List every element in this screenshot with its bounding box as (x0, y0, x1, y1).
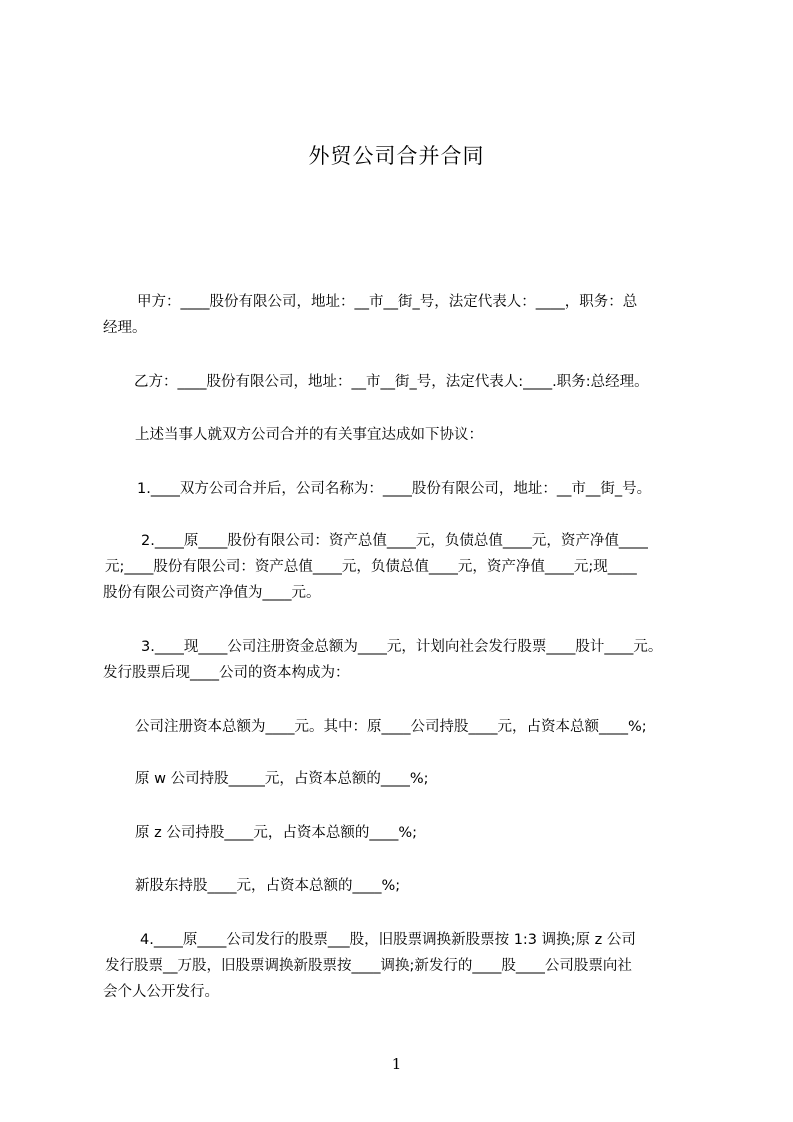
paragraph-line: 原 z 公司持股____元，占资本总额的____%; (135, 825, 417, 841)
preamble-paragraph (103, 422, 703, 448)
page-number: 1 (391, 1055, 402, 1073)
paragraph-line: 3.____现____公司注册资金总额为____元，计划向社会发行股票____股计____元。 (141, 639, 663, 655)
clause-3-paragraph (103, 634, 703, 686)
party-a-paragraph (103, 289, 703, 341)
paragraph-line: 发行股票后现____公司的资本构成为： (103, 665, 350, 681)
clause-1-paragraph (103, 476, 703, 502)
paragraph-line: 新股东持股____元，占资本总额的____%; (135, 878, 401, 894)
paragraph-line: 乙方：____股份有限公司，地址：__市__街_号，法定代表人:____.职务:总经理。 (134, 374, 649, 390)
capital-w-paragraph (103, 766, 703, 792)
paragraph-line: 公司注册资本总额为____元。其中：原____公司持股____元，占资本总额____%; (135, 719, 647, 735)
paragraph-line: 甲方：____股份有限公司，地址：__市__街_号，法定代表人：____，职务：总 (137, 294, 638, 310)
paragraph-line: 2.____原____股份有限公司：资产总值____元，负债总值____元，资产净值____ (141, 533, 648, 549)
paragraph-line: 经理。 (103, 320, 147, 336)
paragraph-line: 1.____双方公司合并后，公司名称为：____股份有限公司，地址：__市__街_号。 (137, 481, 652, 497)
paragraph-line: 上述当事人就双方公司合并的有关事宜达成如下协议： (135, 427, 483, 443)
paragraph-line: 元;____股份有限公司：资产总值____元，负债总值____元，资产净值____元;现____ (105, 559, 637, 575)
capital-total-paragraph (103, 714, 703, 740)
paragraph-line: 股份有限公司资产净值为____元。 (103, 585, 321, 601)
capital-new-paragraph (103, 873, 703, 899)
paragraph-line: 会个人公开发行。 (103, 984, 219, 1000)
document-title: 外贸公司合并合同 (308, 144, 485, 168)
capital-z-paragraph (103, 820, 703, 846)
paragraph-line: 发行股票__万股，旧股票调换新股票按____调换;新发行的____股____公司股票向社 (105, 958, 632, 974)
clause-2-paragraph (103, 528, 703, 606)
paragraph-line: 4.____原____公司发行的股票___股，旧股票调换新股票按 1:3 调换;原 z 公司 (140, 932, 636, 948)
party-b-paragraph (103, 369, 703, 395)
paragraph-line: 原 w 公司持股_____元，占资本总额的____%; (135, 771, 429, 787)
clause-4-paragraph (103, 927, 703, 1005)
